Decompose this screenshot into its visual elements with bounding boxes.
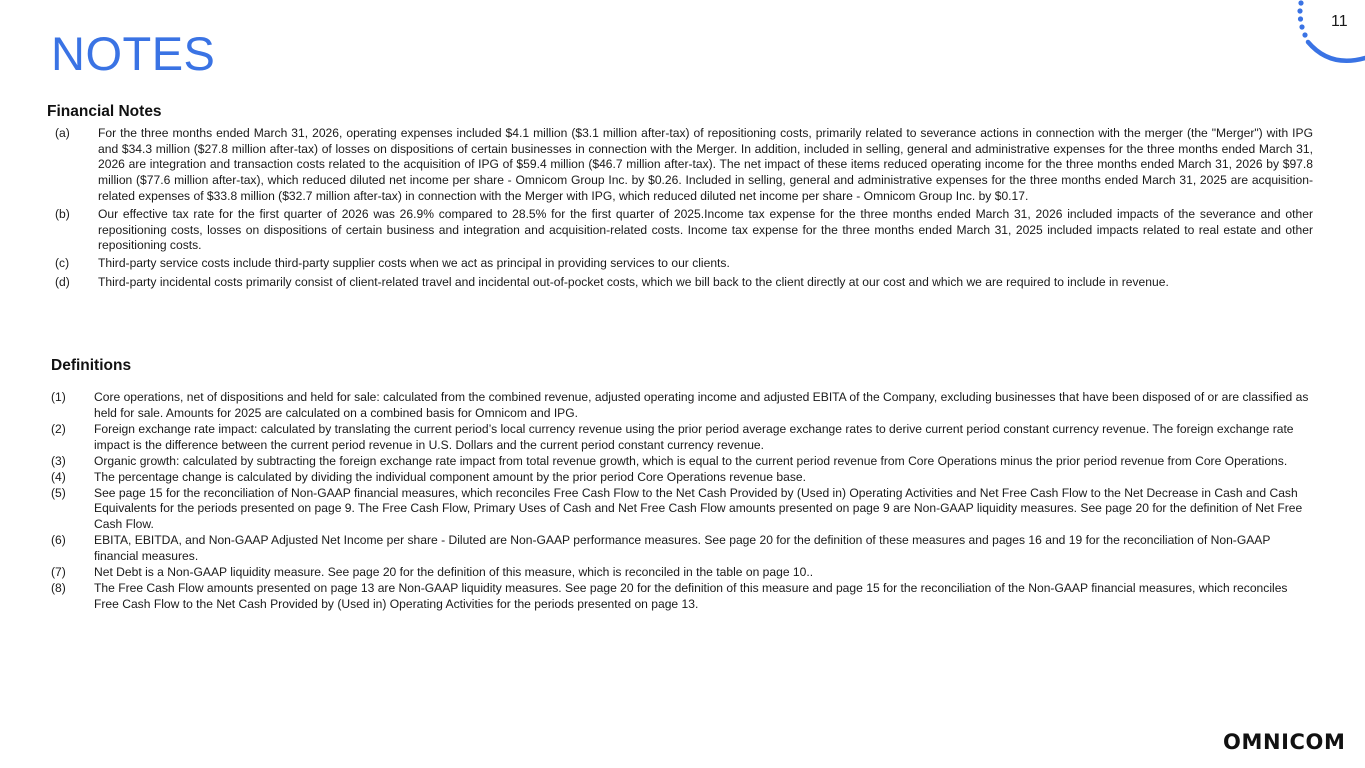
definition-text: EBITA, EBITDA, and Non-GAAP Adjusted Net Income per share - Diluted are Non-GAAP performance measures. See page 20 for the definition of these measures and pages 16 and 19 for the reconciliation of Non-GAAP financial measures. (94, 533, 1271, 563)
note-marker: (d) (55, 274, 70, 289)
list-item (51, 533, 1313, 564)
definition-text: Net Debt is a Non-GAAP liquidity measure. See page 20 for the definition of this measure, which is reconciled in the table on page 10.. (94, 565, 814, 580)
note-marker: (b) (55, 206, 70, 221)
definition-text: Organic growth: calculated by subtracting the foreign exchange rate impact from total revenue growth, which is equal to the current period revenue from Core Operations minus the prior period revenue from Core Operations. (94, 453, 1288, 468)
definition-text: See page 15 for the reconciliation of Non-GAAP financial measures, which reconciles Free Cash Flow to the Net Cash Provided by (Used in) Operating Activities and Net Free Cash Flow to the Net Decrease in Cash and Cash Equivalents for the periods presented on page 9. The Free Cash Flow, Primary Uses of Cash and Net Free Cash Flow amounts presented on page 9 are Non-GAAP liquidity measures. See page 20 for the definition of Net Free Cash Flow. (94, 485, 1303, 532)
page-title: NOTES (51, 27, 216, 80)
definition-marker: (1) (51, 390, 66, 404)
note-text: For the three months ended March 31, 2026, operating expenses included $4.1 million ($3.1 million after-tax) of repositioning costs, primarily related to severance actions in connection with the merger (the "Merger") with IPG and $34.3 million ($27.8 million after-tax) of losses on dispositions of certain businesses in connection with the Merger. In addition, included in selling, general and administrative expenses for the three months ended March 31, 2026 are integration and transaction costs related to the acquisition of IPG of $59.4 million ($46.7 million after-tax). The net impact of these items reduced operating income for the three months ended March 31, 2026 by $97.8 million ($77.6 million after-tax), which reduced diluted net income per share - Omnicom Group Inc. by $0.26. Included in selling, general and administrative expenses for the three months ended March 31, 2025 are acquisition-related expenses of $33.8 million ($32.7 million after-tax) in connection with the Merger with IPG, which reduced diluted net income per share - Omnicom Group Inc. by $0.17. (98, 126, 1313, 203)
note-text: Third-party service costs include third-party supplier costs when we act as principal in providing services to our clients. (98, 256, 730, 271)
list-item (51, 422, 1313, 453)
list-item (51, 454, 1313, 470)
list-item (55, 256, 1313, 272)
note-text: Our effective tax rate for the first quarter of 2026 was 26.9% compared to 28.5% for the first quarter of 2025.Income tax expense for the three months ended March 31, 2026 included impacts of the severance and other repositioning costs, losses on dispositions of certain business and integration and acquisition-related costs. Income tax expense for the three months ended March 31, 2025 included impacts related to real estate and other repositioning costs. (98, 206, 1313, 253)
list-item (51, 565, 1313, 581)
page-number: 11 (1331, 13, 1348, 30)
definition-text: The percentage change is calculated by dividing the individual component amount by the prior period Core Operations revenue base. (94, 469, 806, 484)
definition-marker: (2) (51, 421, 66, 436)
definition-text: Foreign exchange rate impact: calculated by translating the current period’s local currency revenue using the prior period average exchange rates to derive current period constant currency revenue. The foreign exchange rate impact is the difference between the current period revenue in U.S. Dollars and the current period constant currency revenue. (94, 421, 1294, 452)
definition-marker: (6) (51, 533, 66, 548)
financial-notes-list (55, 126, 1313, 293)
note-marker: (a) (55, 126, 70, 140)
financial-notes-heading: Financial Notes (47, 103, 162, 120)
list-item (55, 275, 1313, 291)
definition-text: Core operations, net of dispositions and held for sale: calculated from the combined revenue, adjusted operating income and adjusted EBITA of the Company, excluding businesses that have been disposed of or are classified as held for sale. Amounts for 2025 are calculated on a combined basis for Omnicom and IPG. (94, 390, 1309, 420)
list-item (55, 207, 1313, 254)
definitions-list (51, 390, 1313, 613)
definition-marker: (5) (51, 485, 66, 500)
definition-marker: (8) (51, 581, 66, 596)
definition-text: The Free Cash Flow amounts presented on page 13 are Non-GAAP liquidity measures. See page 20 for the definition of this measure and page 15 for the reconciliation of the Non-GAAP financial measures, which reconciles Free Cash Flow to the Net Cash Provided by (Used in) Operating Activities for the periods presented on page 13. (94, 581, 1288, 611)
list-item (51, 390, 1313, 421)
decorative-arc-icon (1290, 0, 1365, 66)
definition-marker: (3) (51, 453, 66, 468)
list-item (51, 581, 1313, 612)
definition-marker: (4) (51, 469, 66, 484)
list-item (55, 126, 1313, 205)
note-marker: (c) (55, 256, 70, 271)
list-item (51, 486, 1313, 533)
list-item (51, 470, 1313, 486)
note-text: Third-party incidental costs primarily consist of client-related travel and incidental out-of-pocket costs, which we bill back to the client directly at our cost and which we are required to include in revenue. (98, 274, 1169, 289)
definition-marker: (7) (51, 565, 66, 580)
omnicom-logo: OMNICOM (1223, 730, 1346, 754)
definitions-heading: Definitions (51, 357, 132, 374)
